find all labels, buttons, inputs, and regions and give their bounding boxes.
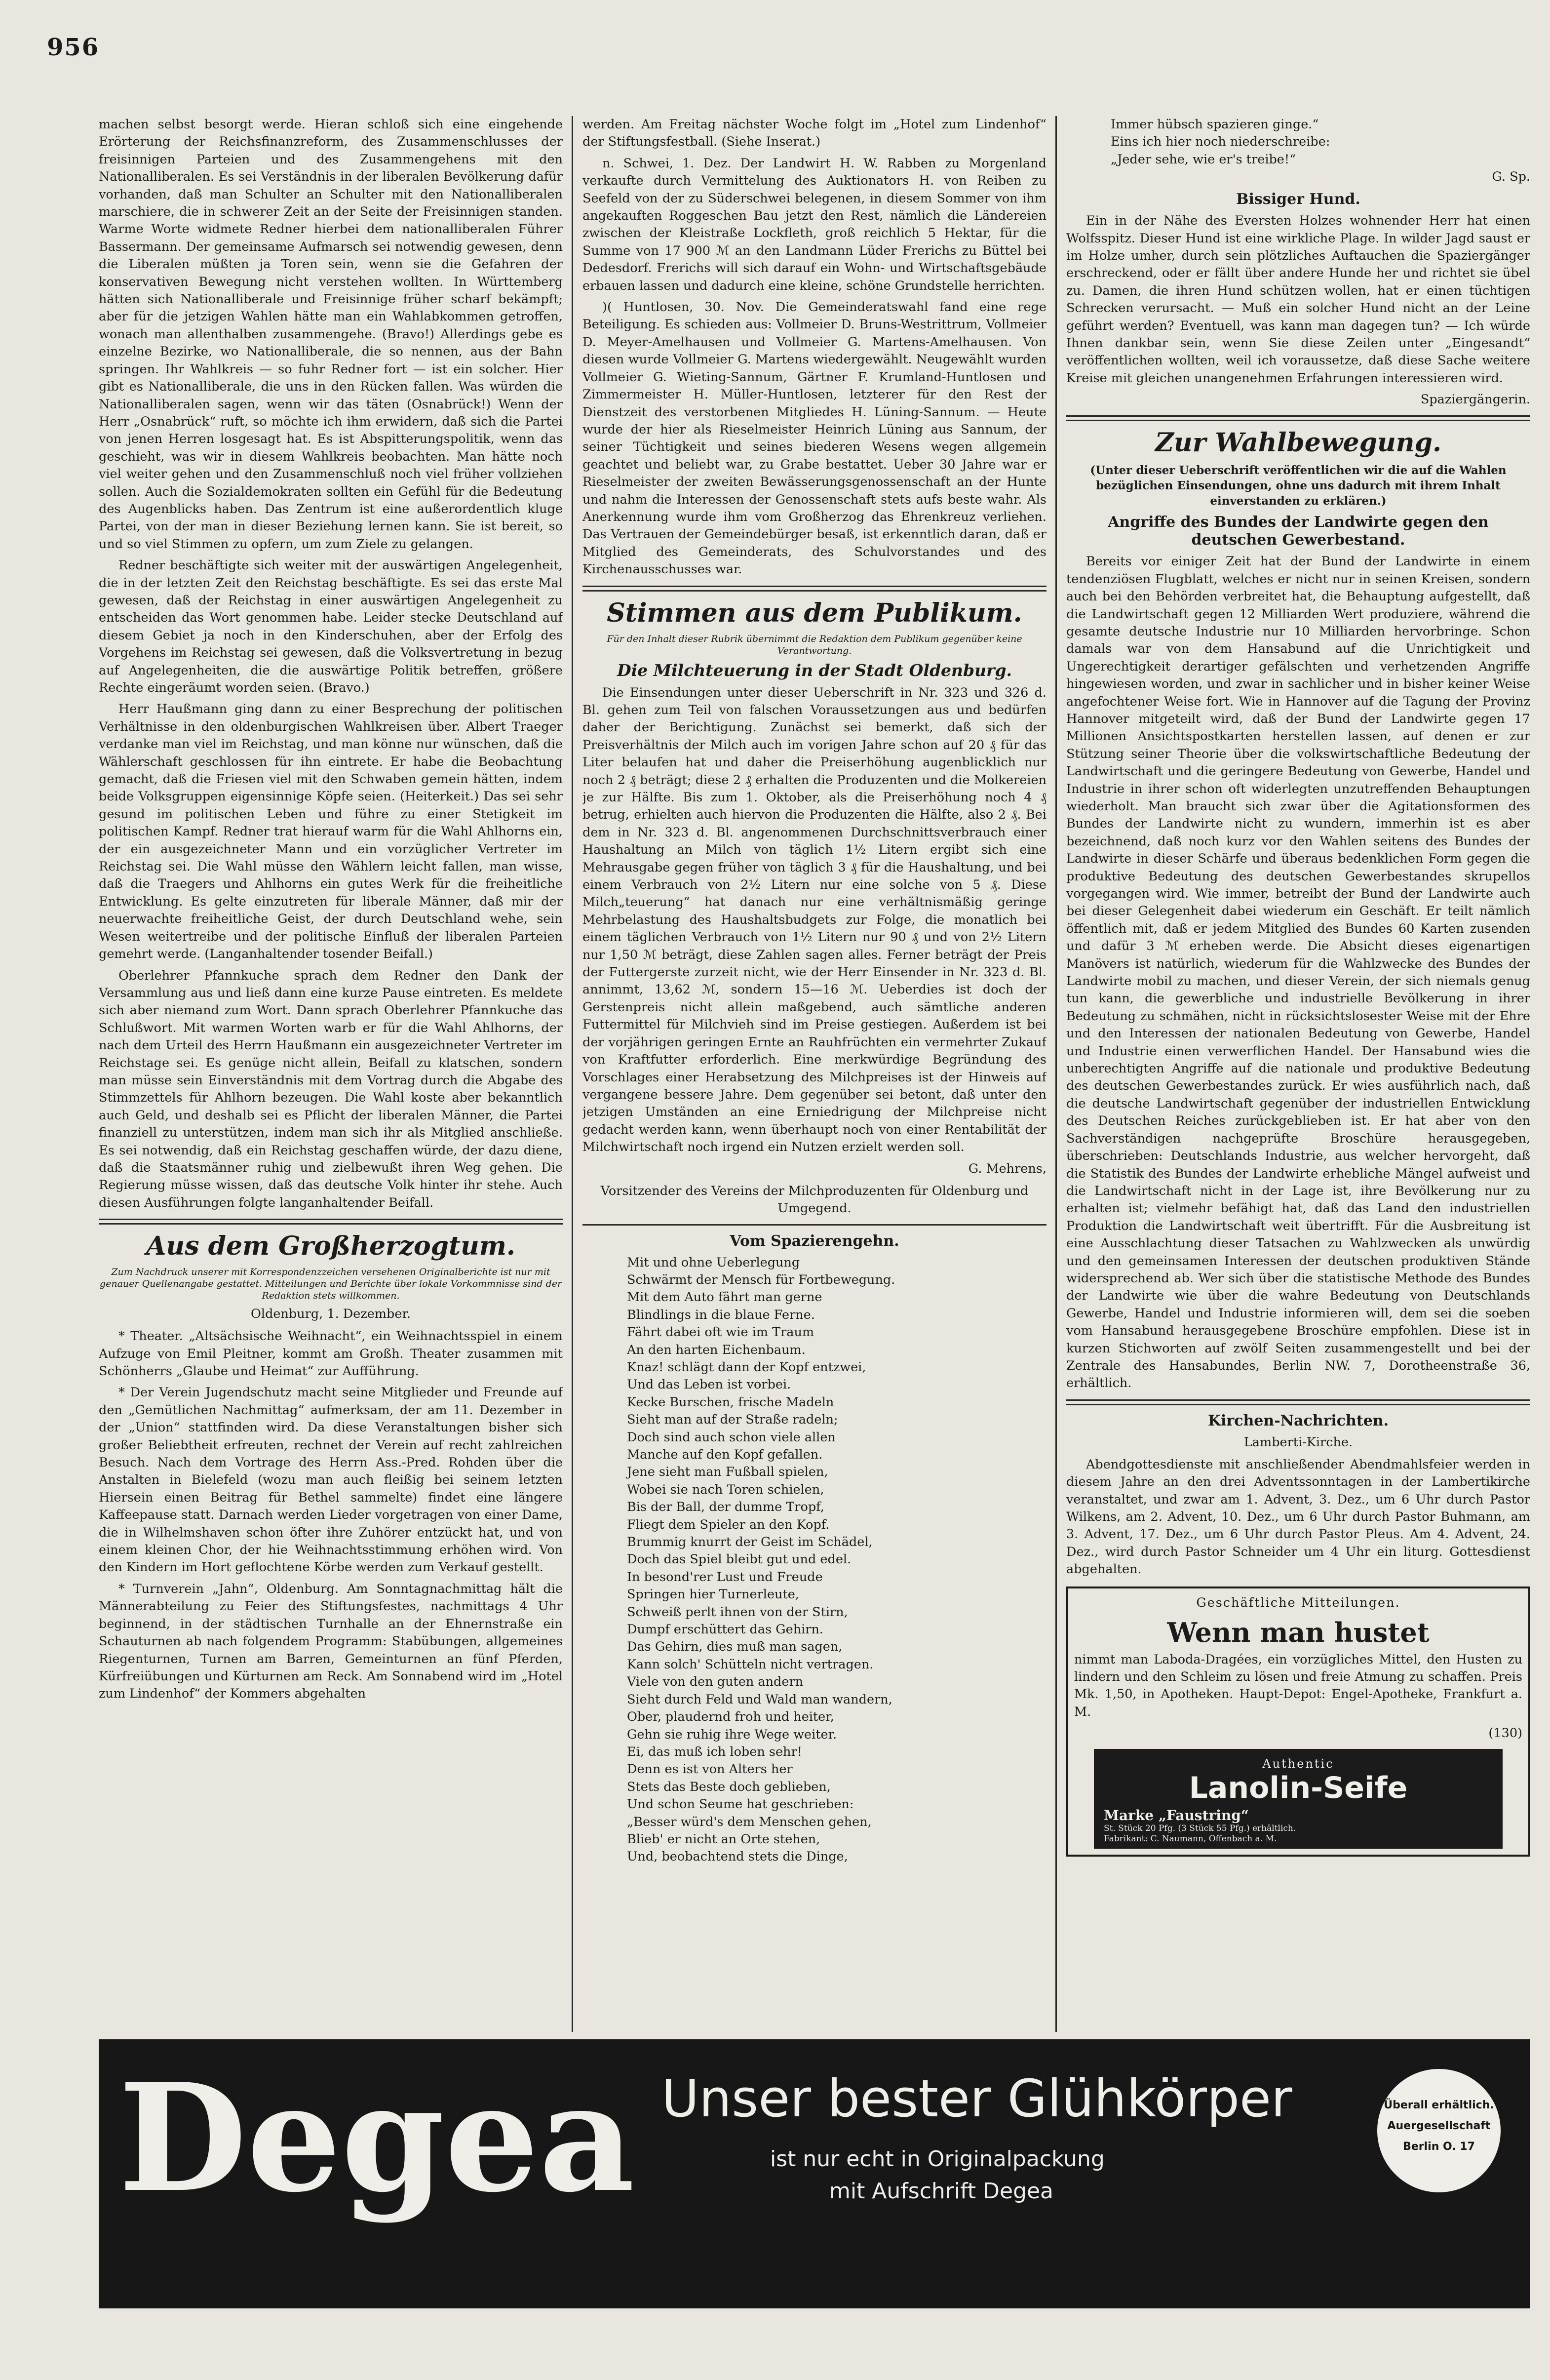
poem-line: Blindlings in die blaue Ferne. — [627, 1307, 815, 1322]
ad-fine-print: Fabrikant: C. Naumann, Offenbach a. M. — [1104, 1834, 1277, 1844]
poem-line: Kecke Burschen, frische Madeln — [627, 1394, 834, 1410]
banner-slogan: Unser bester Glühkörper — [661, 2068, 1292, 2129]
news-item: n. Schwei, 1. Dez. Der Landwirt H. W. Rabben zu Morgenland verkaufte durch Vermittelung des Auktionators H. von Reiben zu Seefeld von der zu Süderschwei belegenen, in diesem Sommer von ihm angekauften Roggeschen Bau jetzt den Rest, nämlich die Ländereien zwischen der Kleistraße Lockfleth, groß reichlich 5 Hektar, für die Summe von 17 900 ℳ an den Landmann Lüder Frerichs zu Büttel bei Dedesdorf. Frerichs will sich darauf ein Wohn- und Wirtschaftsgebäude erbauen lassen und dadurch eine kleine, schöne Grundstelle herrichten. — [582, 156, 1046, 293]
page-number: 956 — [47, 34, 100, 61]
article-paragraph: machen selbst besorgt werde. Hieran schloß sich eine eingehende Erörterung der Reichsfinanzreform, des Zusammenschlusses der freisinnigen Parteien und des Zusammengehens mit den Nationalliberalen. Es sei Verständnis in der liberalen Bevölkerung dafür vorhanden, daß man Schulter an Schulter mit den Nationalliberalen marschiere, die in schwerer Zeit an der Seite der Freisinnigen standen. Warme Worte widmete Redner hierbei dem nationalliberalen Führer Bassermann. Der gemeinsame Aufmarsch sei notwendig gewesen, denn die Liberalen müßten ja Toren sein, wenn sie die Gefahren der konservativen Bewegung nicht verstehen wollten. In Württemberg hätten sich Nationalliberale und Freisinnige früher scharf bekämpft; aber für die jetzigen Wahlen hätte man ein Wahlabkommen getroffen, wonach man allenthalben zusammengehe. (Bravo!) Allerdings gebe es einzelne Bezirke, wo Nationalliberale, die so nennen, aus der Bahn springen. Ihr Wahlkreis — so fuhr Redner fort — ist ein solcher. Hier gibt es Nationalliberale, die uns in den Rücken fallen. Was würden die Nationalliberalen sagen, wenn wir das täten (Osnabrück!) Wenn der Herr „Osnabrück“ ruft, so möchte ich ihm erwidern, daß sich die Partei von jenen Herren losgesagt hat. Es ist Abspitterungspolitik, wenn das geschieht, was wir in diesem Wahlkreis beobachten. Man hätte noch viel weiter gehen und den Zusammenschluß noch viel früher vollziehen sollen. Auch die Sozialdemokraten sollten ein Gefühl für die Bedeutung des Augenblicks haben. Das Zentrum ist eine außerordentlich kluge Partei, von der man in dieser Beziehung lernen kann. Sie ist bereit, so und so viel Stimmen zu opfern, um zum Ziele zu gelangen. — [99, 117, 563, 552]
section-title-kirche: Kirchen-Nachrichten. — [1207, 1412, 1389, 1429]
section-title-publikum: Stimmen aus dem Publikum. — [607, 597, 1022, 628]
poem-line: Sieht man auf der Straße radeln; — [627, 1412, 838, 1428]
poem-title: Vom Spazierengehn. — [730, 1232, 899, 1250]
column-3 — [1066, 116, 1530, 2027]
news-item: )( Huntlosen, 30. Nov. Die Gemeinderatswahl fand eine rege Beteiligung. Es schieden aus: Vollmeier D. Bruns-Westrittrum, Vollmeier D. Meyer-Amelhausen und Vollmeier G. Martens-Amelhausen. Von diesen wurde Vollmeier G. Martens wiedergewählt. Neugewählt wurden Vollmeier G. Wieting-Sannum, Gärtner F. Krumland-Huntlosen und Zimmermeister H. Müller-Huntlosen, letzterer für den Rest der Dienstzeit des verstorbenen Mitgliedes H. Lüning-Sannum. — Heute wurde der hier als Rieselmeister Heinrich Lüning aus Sannum, der seiner Tüchtigkeit und seines biederen Wesens wegen allgemein geachtet und beliebt war, zu Grabe bestattet. Ueber 30 Jahre war er Rieselmeister der zweiten Bewässerungsgenossenschaft an der Hunte und nahm die Interessen der Genossenschaft stets aufs beste wahr. Als Anerkennung wurde ihm vom Großherzog das Ehrenkreuz verliehen. Das Vertrauen der Gemeindebürger besaß, ist erkenntlich daran, daß er Mitglied des Gemeinderats, des Schulvorstandes und des Kirchenausschusses war. — [582, 300, 1046, 577]
poem-line: Dumpf erschüttert das Gehirn. — [627, 1622, 824, 1637]
signature: Spaziergängerin. — [1420, 392, 1530, 407]
news-item: * Theater. „Altsächsische Weihnacht“, ein Weihnachtsspiel in einem Aufzuge von Emil Pleitner, kommt am Großh. Theater zusammen mit Schönherrs „Glaube und Heimat“ zur Aufführung. — [99, 1329, 563, 1379]
poem-line: Schwärmt der Mensch für Fortbewegung. — [627, 1272, 895, 1287]
ad-title-husten: Wenn man hustet — [1167, 1616, 1430, 1648]
poem-line: „Besser würd's dem Menschen gehen, — [627, 1814, 872, 1829]
ad-brand: Lanolin-Seife — [1189, 1771, 1408, 1806]
business-title: Geschäftliche Mitteilungen. — [1196, 1595, 1400, 1610]
poem-line: Ei, das muß ich loben sehr! — [627, 1744, 802, 1759]
poem-line: Fährt dabei oft wie im Traum — [627, 1325, 814, 1340]
poem-line: Mit dem Auto fährt man gerne — [627, 1290, 822, 1305]
banner-subline: mit Aufschrift Degea — [829, 2179, 1053, 2204]
article-paragraph: Redner beschäftigte sich weiter mit der auswärtigen Angelegenheit, die in der letzten Zeit den Reichstag beschäftigte. Es sei das erste Mal gewesen, daß der Reichstag in einer auswärtigen Angelegenheit zu entscheiden das Wort genommen habe. Leider stecke Deutschland auf diesem Gebiet ja noch in den Kinderschuhen, aber der Erfolg des Vorgehens im Reichstag sei gewesen, daß die Volksvertretung in bezug auf Angelegenheiten, die die auswärtige Politik betreffen, größere Rechte eingeräumt worden seien. (Bravo.) — [99, 558, 563, 695]
poem-signature: G. Sp. — [1492, 169, 1530, 185]
section-note: Für den Inhalt dieser Rubrik übernimmt die Redaktion dem Publikum gegenüber keine Verantwortung. — [607, 633, 1022, 656]
poem-line: Eins ich hier noch niederschreibe: — [1111, 134, 1330, 150]
poem-line: An den harten Eichenbaum. — [627, 1342, 806, 1357]
article-paragraph: Bereits vor einiger Zeit hat der Bund der Landwirte in einem tendenziösen Flugblatt, welches er nicht nur in seinen Kreisen, sondern auch bei den Behörden verbreitet hat, die Behauptung aufgestellt, daß die Landwirtschaft gegen 12 Milliarden Wert produziere, während die gesamte deutsche Industrie nur 10 Milliarden hervorbringe. Schon damals war von dem Hansabund auf die Unrichtigkeit und Ungerechtigkeit derartiger gefälschten und verhetzenden Angriffe hingewiesen worden, und zwar in sachlicher und in bisher keiner Weise angefochtener Weise fort. Wie in Hannover auf die Tagung der Provinz Hannover mitgeteilt wird, daß der Bund der Landwirte gegen 17 Millionen Ansichtspostkarten herstellen lassen, auf denen er zur Stützung seiner Theorie über die volkswirtschaftliche Bedeutung der Landwirtschaft und die geringere Bedeutung von Gewerbe, Handel und Industrie in ihrer schon oft widerlegten unzutreffenden Behauptungen wiederholt. Man braucht sich zwar über die Agitationsformen des Bundes der Landwirte nicht zu wundern, immerhin ist es aber bezeichnend, daß noch kurz vor den Wahlen seitens des Bundes der Landwirte in dieser Schärfe und überaus bedenklichen Form gegen die produktive Bedeutung des deutschen Gewerbestandes skrupellos vorgegangen wird. Wie immer, betreibt der Bund der Landwirte auch bei dieser Gelegenheit dabei wiederum ein Geschäft. Er teilt nämlich öffentlich mit, daß er jedem Mitglied des Bundes 60 Karten zusenden und dafür 3 ℳ erheben werde. Die Absicht dieses eigenartigen Manövers ist natürlich, wiederum für die Wahlzwecke des Bundes der Landwirte mobil zu machen, und dieser Verein, der sich niemals genug tun kann, die gewerbliche und industrielle Bevölkerung in ihrer Bedeutung zu schmähen, nicht in rücksichtslosester Weise mit der Ehre und den Interessen der nationalen Bedeutung von Gewerbe, Handel und Industrie einen verwerflichen Handel. Der Hansabund wies die unberechtigten Angriffe auf die nationale und produktive Bedeutung des deutschen Gewerbestandes zurück. Er wies ausführlich nach, daß die deutsche Landwirtschaft gegenüber der industriellen Entwicklung des Deutschen Reiches zurückgeblieben ist. Er hat aber von den Sachverständigen nachgeprüfte Broschüre herausgegeben, überschrieben: Deutschlands Industrie, aus welcher hervorgeht, daß die Statistik des Bundes der Landwirte erhebliche Mängel aufweist und die Landwirtschaft nicht in der Lage ist, ihre Bevölkerung nur zu erhalten ist; vielmehr befähigt hat, daß das Land den industriellen Produktion die Landwirtschaft weit übertrifft. Für die Ausbreitung ist eine Ausschlachtung dieser Tatsachen zu Wahlzwecken als unwürdig und den gemeinsamen Interessen der deutschen produktiven Stände widersprechend ab. Wer sich über die statistische Methode des Bundes der Landwirte wie über die wahre Bedeutung von Deutschlands Gewerbe, Handel und Industrie informieren will, dem sei die soeben vom Hansabund herausgegebene Broschüre empfohlen. Diese ist in kurzen Stichworten auf zwölf Seiten zusammengestellt und bei der Zentrale des Hansabundes, Berlin NW. 7, Dorotheenstraße 36, erhältlich. — [1066, 554, 1530, 1391]
poem-line: Immer hübsch spazieren ginge.“ — [1111, 117, 1319, 132]
poem-line: Und das Leben ist vorbei. — [627, 1377, 791, 1392]
section-note: Zum Nachdruck unserer mit Korrespondenzzeichen versehenen Originalberichte ist nur mit genauer Quellenangabe gestattet. Mitteilungen und Berichte über lokale Vorkommnisse sind der Redaktion stets willkommen. — [99, 1267, 562, 1302]
article-paragraph: Die Einsendungen unter dieser Ueberschrift in Nr. 323 und 326 d. Bl. gehen zum Teil von falschen Voraussetzungen aus und bedürfen daher der Berichtigung. Zunächst sei bemerkt, daß sich der Preisverhältnis der Milch auch im vorigen Jahre schon auf 20 ₰ für das Liter belaufen hat und daher die Preiserhöhung augenblicklich nur noch 2 ₰ beträgt; diese 2 ₰ erhalten die Produzenten und die Molkereien je zur Hälfte. Bis zum 1. Oktober, als die Preiserhöhung noch 4 ₰ betrug, erhielten auch hiervon die Produzenten die Hälfte, also 2 ₰. Bei dem in Nr. 323 d. Bl. angenommenen Durchschnittsverbrauch einer Haushaltung an Milch von täglich 1½ Litern ergibt sich eine Mehrausgabe gegen früher von täglich 3 ₰ für die Haushaltung, und bei einem Verbrauch von 2½ Litern nur eine solche von 5 ₰. Diese Milch„teuerung“ hat danach nur eine verhältnismäßig geringe Mehrbelastung des Haushaltsbudgets zur Folge, die monatlich bei einem täglichen Verbrauch von 1½ Litern nur 90 ₰ und von 2½ Litern nur 1,50 ℳ beträgt, diese Zahlen sagen alles. Ferner beträgt der Preis der Futtergerste zurzeit nicht, wie der Herr Einsender in Nr. 323 d. Bl. annimmt, 13,62 ℳ, sondern 15—16 ℳ. Ueberdies ist doch der Gerstenpreis nicht allein maßgebend, auch sämtliche anderen Futtermittel für Milchvieh sind im Preise gestiegen. Außerdem ist bei der vorjährigen geringen Ernte an Rauhfrüchten ein vermehrter Zukauf von Kraftfutter erforderlich. Eine merkwürdige Begründung des Vorschlages einer Herabsetzung des Milchpreises ist der Hinweis auf vergangene bessere Jahre. Dem gegenüber sei betont, daß unter den jetzigen Umständen an eine Erniedrigung der Milchpreise nicht gedacht werden kann, wenn überhaupt noch von einer Rentabilität der Milchwirtschaft noch irgend ein Nutzen erzielt werden soll. — [582, 685, 1046, 1155]
news-item: * Der Verein Jugendschutz macht seine Mitglieder und Freunde auf den „Gemütlichen Nachmittag“ aufmerksam, der am 11. Dezember in der „Union“ stattfinden wird. Da diese Veranstaltungen bisher sich großer Beliebtheit erfreuten, rechnet der Verein auf recht zahlreichen Besuch. Nach dem Vortrage des Herrn Ass.-Pred. Rohden über die Anstalten in Bielefeld (wozu man auch fleißig bei seinem letzten Hiersein einen Beitrag für Bethel sammelte) findet eine längere Kaffeepause statt. Darnach werden Lieder vorgetragen von einer Dame, die in Wilhelmshaven schon öfter ihre Zuhörer entzückt hat, und von einem kleinen Chor, der hie Weihnachtsstimmung erhöhen wird. Von den Kindern im Hort geflochtene Körbe werden zum Verkauf gestellt. — [99, 1385, 563, 1575]
column-1 — [99, 116, 563, 2027]
article-paragraph: Abendgottesdienste mit anschließender Abendmahlsfeier werden in diesem Jahre an den drei Adventssonntagen in der Lambertikirche veranstaltet, und zwar am 1. Advent, 3. Dez., um 6 Uhr durch Pastor Wilkens, am 2. Advent, 10. Dez., um 6 Uhr durch Pastor Buhmann, am 3. Advent, 17. Dez., um 6 Uhr durch Pastor Pleus. Am 4. Advent, 24. Dez., wird durch Pastor Schneider um 4 Uhr ein liturg. Gottesdienst abgehalten. — [1066, 1457, 1530, 1577]
news-item: * Turnverein „Jahn“, Oldenburg. Am Sonntagnachmittag hält die Männerabteilung zu Feier des Stiftungsfestes, nachmittags 4 Uhr beginnend, in der städtischen Turnhalle an der Ehnernstraße ein Schauturnen ab nach folgendem Programm: Stabübungen, allgemeines Riegenturnen, Turnen am Barren, Gemeinturnen an fünf Pferden, Kürfreiübungen und Kürturnen am Reck. Am Sonnabend wird im „Hotel zum Lindenhof“ der Kommers abgehalten — [99, 1581, 563, 1702]
company-seal — [1377, 2069, 1501, 2192]
dateline: Oldenburg, 1. Dezember. — [251, 1307, 411, 1322]
ad-pretitle: Authentic — [1262, 1757, 1334, 1771]
poem — [582, 1254, 1046, 1866]
advertisement-box — [1066, 1587, 1530, 1857]
article-paragraph: Oberlehrer Pfannkuche sprach dem Redner den Dank der Versammlung aus und ließ dann eine kurze Pause eintreten. Es meldete sich aber niemand zum Wort. Dann sprach Oberlehrer Pfannkuche das Schlußwort. Mit warmen Worten warb er für die Wahl Ahlhorns, der nach dem Urteil des Herrn Haußmann ein ausgezeichneter Vertreter im Reichstage sei. Es genüge nicht allein, Beifall zu klatschen, sondern man müsse sein Einverständnis mit dem Vortrag durch die Abgabe des Stimmzettels für Ahlhorn bezeugen. Die Wahl koste aber bekanntlich auch Geld, und deshalb sei es Pflicht der liberalen Männer, die Partei finanziell zu unterstützen, indem man sich ihr als Mitglied anschließe. Es sei notwendig, daß ein Reichstag geschaffen würde, der dazu diene, daß die Staatsmänner ruhig und zielbewußt ihren Weg gehen. Die Regierung müsse wissen, daß das deutsche Volk hinter ihr stehe. Auch diesen Ausführungen folgte langanhaltender Beifall. — [99, 968, 563, 1210]
poem-line: Doch das Spiel bleibt gut und edel. — [627, 1552, 852, 1567]
column-divider — [572, 116, 573, 2032]
poem-line: Bis der Ball, der dumme Tropf, — [627, 1500, 824, 1515]
article-paragraph: werden. Am Freitag nächster Woche folgt im „Hotel zum Lindenhof“ der Stiftungsfestball. (Siehe Inserat.) — [582, 117, 1046, 150]
poem-line: Springen hier Turnerleute, — [627, 1587, 799, 1602]
article-title-hund: Bissiger Hund. — [1236, 191, 1360, 208]
article-paragraph: Ein in der Nähe des Eversten Holzes wohnender Herr hat einen Wolfsspitz. Dieser Hund ist eine wirkliche Plage. In wilder Jagd saust er im Holze umher, durch sein plötzliches Auftauchen die Spaziergänger erschreckend, oder er fällt über andere Hunde her und richtet sie übel zu. Damen, die ihren Hund schützen wollen, hat er einen tüchtigen Schrecken verursacht. — Muß ein solcher Hund nicht an der Leine geführt werden? Eventuell, was kann man dagegen tun? — Ich würde Ihnen dankbar sein, wenn Sie diese Zeilen unter „Eingesandt“ veröffentlichen wollten, weil ich voraussetze, daß diese Sache weitere Kreise mit gleichen unangenehmen Erfahrungen interessieren wird. — [1066, 213, 1530, 386]
section-note: (Unter dieser Ueberschrift veröffentlichen wir die auf die Wahlen bezüglichen Einsendungen, ohne uns dadurch mit ihrem Inhalt einverstanden zu erklären.) — [1090, 464, 1507, 508]
poem-line: Kann solch' Schütteln nicht vertragen. — [627, 1657, 874, 1672]
ad-mark: Marke „Faustring“ — [1104, 1807, 1249, 1824]
poem-line: Und schon Seume hat geschrieben: — [627, 1797, 854, 1812]
poem-line: „Jeder sehe, wie er's treibe!“ — [1111, 152, 1296, 167]
poem-line: Ober, plaudernd froh und heiter, — [627, 1709, 834, 1725]
banner-brand: Degea — [118, 2051, 635, 2225]
section-divider — [582, 586, 1046, 592]
ad-price: St. Stück 20 Pfg. (3 Stück 55 Pfg.) erhältlich. — [1104, 1824, 1296, 1834]
article-title-milchteuerung: Die Milchteuerung in der Stadt Oldenburg. — [617, 660, 1012, 680]
poem-continued — [1066, 116, 1530, 168]
poem-line: Mit und ohne Ueberlegung — [627, 1255, 800, 1270]
article-paragraph: Herr Haußmann ging dann zu einer Besprechung der politischen Verhältnisse in den oldenburgischen Wahlkreisen über. Albert Traeger verdanke man viel im Reichstag, und man könne nur wünschen, daß die Wählerschaft geschlossen für ihn eintrete. Er habe die Beobachtung gemacht, daß die Friesen viel mit den Schwaben gemein hätten, indem beide Volksgruppen eigensinnige Köpfe seien. (Heiterkeit.) Das sei sehr gesund im politischen Leben und führe zu einer Stetigkeit im politischen Kampf. Redner trat hierauf warm für die Wahl Ahlhorns ein, der ein ausgezeichneter Mann und ein vorzüglicher Vertreter im Reichstag sei. Die Wahl müsse den Wählern leicht fallen, man wisse, daß die Traegers und Ahlhorns ein gutes Werk für die freiheitliche Entwicklung. Es gelte einzutreten für liberale Männer, daß mir der neuerwachte freiheitliche Geist, der durch Deutschland wehe, sein Wesen weitertreibe und der politische Einfluß der liberalen Parteien gemehrt werde. (Langanhaltender tosender Beifall.) — [99, 702, 563, 962]
poem-line: Und, beobachtend stets die Dinge, — [627, 1849, 848, 1864]
poem-line: Knaz! schlägt dann der Kopf entzwei, — [627, 1359, 866, 1375]
signature: G. Mehrens, — [968, 1161, 1046, 1176]
poem-line: Blieb' er nicht an Orte stehen, — [627, 1831, 820, 1847]
article-title-angriffe: Angriffe des Bundes der Landwirte gegen den deutschen Gewerbestand. — [1108, 514, 1489, 549]
poem-line: Stets das Beste doch geblieben, — [627, 1779, 831, 1794]
poem-line: Doch sind auch schon viele allen — [627, 1429, 836, 1445]
poem-line: Fliegt dem Spieler an den Kopf. — [627, 1517, 830, 1532]
divider — [582, 1224, 1046, 1226]
section-title-wahlbewegung: Zur Wahlbewegung. — [1155, 428, 1442, 458]
poem-line: Viele von den guten andern — [627, 1674, 804, 1690]
seal-line: Überall erhältlich. — [1384, 2099, 1494, 2111]
seal-line: Auergesellschaft — [1387, 2120, 1491, 2132]
ad-text: nimmt man Laboda-Dragées, ein vorzügliches Mittel, den Husten zu lindern und den Schleim zu lösen und freie Atmung zu schaffen. Preis Mk. 1,50, in Apotheken. Haupt-Depot: Engel-Apotheke, Frankfurt a. M. — [1074, 1652, 1522, 1719]
poem-line: Gehn sie ruhig ihre Wege weiter. — [627, 1727, 837, 1742]
column-divider — [1055, 116, 1057, 2032]
seal-line: Berlin O. 17 — [1403, 2141, 1475, 2153]
section-divider — [1066, 415, 1530, 421]
poem-line: Das Gehirn, dies muß man sagen, — [627, 1639, 843, 1655]
banner-subline: ist nur echt in Originalpackung — [770, 2146, 1105, 2172]
poem-line: Denn es ist von Alters her — [627, 1762, 793, 1777]
poem-line: Manche auf den Kopf gefallen. — [627, 1447, 823, 1462]
church-name: Lamberti-Kirche. — [1243, 1434, 1353, 1450]
lanolin-soap-ad — [1094, 1749, 1503, 1849]
poem-line: Wobei sie nach Toren schielen, — [627, 1482, 824, 1497]
ad-code: (130) — [1488, 1726, 1522, 1741]
poem-line: Schweiß perlt ihnen von der Stirn, — [627, 1604, 848, 1620]
poem-line: Sieht durch Feld und Wald man wandern, — [627, 1692, 892, 1707]
poem-line: Jene sieht man Fußball spielen, — [627, 1465, 828, 1480]
signature-role: Vorsitzender des Vereins der Milchproduzenten für Oldenburg und Umgegend. — [600, 1183, 1029, 1216]
poem-line: In besond'rer Lust und Freude — [627, 1569, 823, 1585]
degea-banner-ad — [99, 2039, 1530, 2308]
section-divider — [99, 1219, 563, 1225]
section-divider — [1066, 1399, 1530, 1405]
poem-line: Brummig knurrt der Geist im Schädel, — [627, 1535, 873, 1550]
column-2 — [582, 116, 1046, 2027]
section-title-grossherzogtum: Aus dem Großherzogtum. — [146, 1231, 515, 1262]
